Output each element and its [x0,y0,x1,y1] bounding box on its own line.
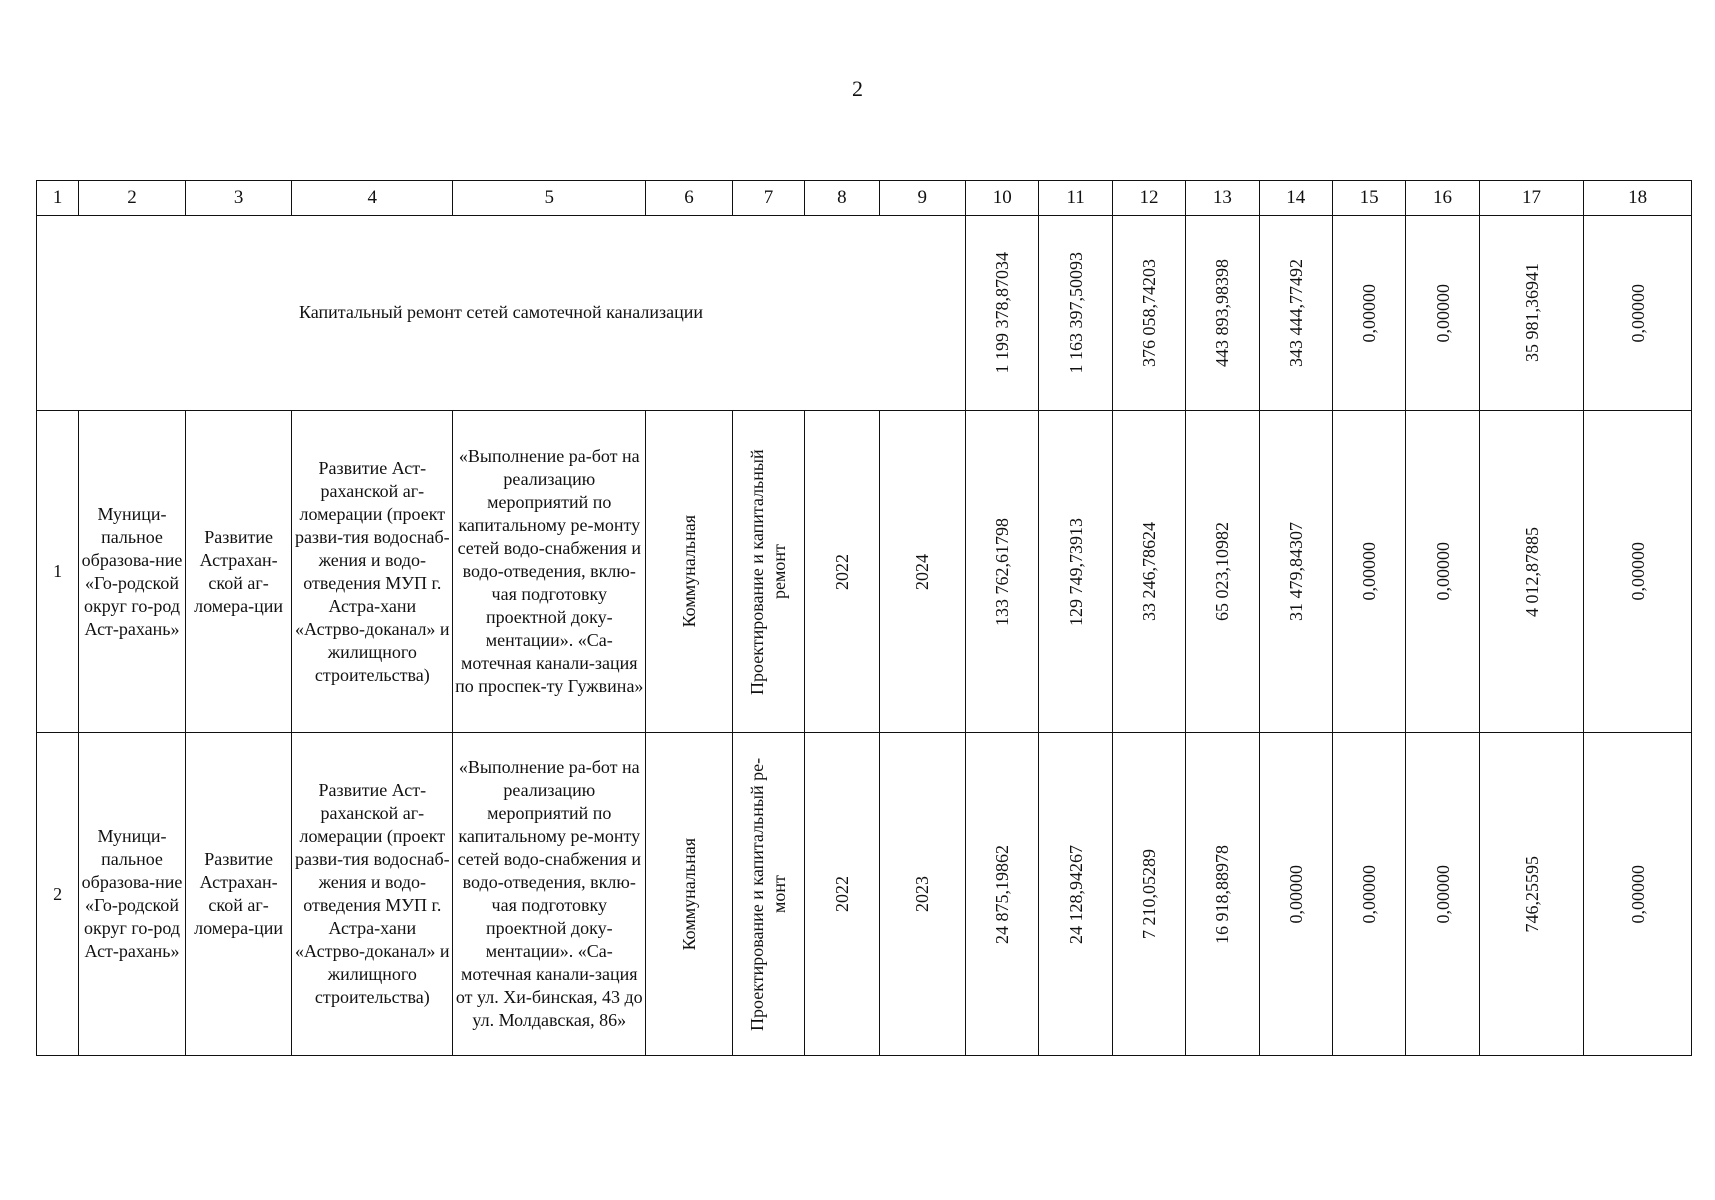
column-header: 1 [37,181,79,216]
column-header: 15 [1332,181,1405,216]
sphere-cell [646,410,732,733]
value-cell [1332,410,1405,733]
value-cell [1584,733,1692,1056]
work-type-text: Проектирование и капитальный ремонт [747,448,790,695]
value-cell [1479,410,1584,733]
value-cell [1259,410,1332,733]
total-label: Капитальный ремонт сетей самотечной канализации [37,215,966,410]
municipality-cell: Муници-пальное образова-ние «Го-родской округ го-род Аст-рахань» [79,733,186,1056]
value-cell [1039,733,1112,1056]
value-cell [966,733,1039,1056]
column-header: 2 [79,181,186,216]
value-cell [1406,733,1479,1056]
project-cell: Развитие Аст-раханской аг-ломерации (проект разви-тия водоснаб-жения и водо-отведения МУП г. Астра-хани «Астрво-доканал» и жилищного строительства) [292,410,453,733]
total-value: 1 199 378,87034 [992,252,1013,374]
total-value: 1 163 397,50093 [1065,252,1086,374]
total-value: 0,00000 [1432,283,1453,343]
end-year: 2023 [912,876,933,913]
total-value-cell [1584,215,1692,410]
value: 0,00000 [1432,864,1453,924]
column-header: 12 [1112,181,1185,216]
column-header: 10 [966,181,1039,216]
total-value-cell [1112,215,1185,410]
sphere-cell [646,733,732,1056]
column-header: 6 [646,181,732,216]
value-cell [1332,733,1405,1056]
value: 4 012,87885 [1521,526,1542,617]
column-header: 7 [732,181,804,216]
description-cell: «Выполнение ра-бот на реализацию мероприятий по капитальному ре-монту сетей водо-снабжения и водо-отведения, вклю-чая подготовку проектной доку-ментации». «Са-мотечная канали-зация от ул. Хи-бинская, 43 до ул. Молдавская, 86» [453,733,646,1056]
value: 33 246,78624 [1138,522,1159,622]
table-row [37,733,1692,1056]
column-header: 14 [1259,181,1332,216]
value: 0,00000 [1359,542,1380,601]
value: 746,25595 [1521,855,1542,933]
total-value-cell [966,215,1039,410]
value: 133 762,61798 [992,517,1013,626]
total-value: 0,00000 [1359,283,1380,343]
total-value-cell [1479,215,1584,410]
row-number: 1 [37,410,79,733]
column-header: 8 [805,181,879,216]
value: 0,00000 [1432,542,1453,601]
value: 24 875,19862 [992,844,1013,944]
value: 7 210,05289 [1138,849,1159,940]
page-number: 2 [852,76,863,101]
total-value-cell [1039,215,1112,410]
total-value-cell [1186,215,1259,410]
description-cell: «Выполнение ра-бот на реализацию мероприятий по капитальному ре-монту сетей водо-снабжения и водо-отведения, вклю-чая подготовку проектной доку-ментации». «Са-мотечная канали-зация по проспек-ту Гужвина» [453,410,646,733]
start-year-cell [805,410,879,733]
total-value: 35 981,36941 [1521,263,1542,363]
total-value: 376 058,74203 [1138,258,1159,367]
municipality-cell: Муници-пальное образова-ние «Го-родской округ го-род Аст-рахань» [79,410,186,733]
value: 0,00000 [1359,864,1380,924]
start-year-cell [805,733,879,1056]
sphere-text: Коммунальная [679,837,700,951]
projects-table [36,180,1692,1056]
total-value-cell [1259,215,1332,410]
start-year: 2022 [831,876,852,913]
column-header: 17 [1479,181,1584,216]
value-cell [1479,733,1584,1056]
value-cell [1259,733,1332,1056]
total-value-cell [1406,215,1479,410]
value: 31 479,84307 [1285,522,1306,622]
end-year-cell [879,410,965,733]
column-header: 16 [1406,181,1479,216]
total-value-cell [1332,215,1405,410]
value: 0,00000 [1285,864,1306,924]
total-value: 443 893,98398 [1212,258,1233,367]
column-number-row [37,181,1692,216]
total-value: 0,00000 [1627,283,1648,343]
value-cell [1112,410,1185,733]
column-header: 4 [292,181,453,216]
value-cell [1584,410,1692,733]
column-header: 11 [1039,181,1112,216]
value-cell [1406,410,1479,733]
value: 129 749,73913 [1065,517,1086,626]
sphere-text: Коммунальная [679,515,700,628]
work-type-cell [732,410,804,733]
end-year-cell [879,733,965,1056]
value-cell [966,410,1039,733]
value: 0,00000 [1627,542,1648,601]
column-header: 9 [879,181,965,216]
value: 0,00000 [1627,864,1648,924]
row-number: 2 [37,733,79,1056]
program-cell: Развитие Астрахан-ской аг-ломера-ции [185,410,292,733]
end-year: 2024 [912,553,933,590]
value-cell [1186,410,1259,733]
value: 65 023,10982 [1212,522,1233,622]
value: 16 918,88978 [1212,844,1233,944]
total-row [37,215,1692,410]
value-cell [1039,410,1112,733]
project-cell: Развитие Аст-раханской аг-ломерации (проект разви-тия водоснаб-жения и водо-отведения МУП г. Астра-хани «Астрво-доканал» и жилищного строительства) [292,733,453,1056]
value: 24 128,94267 [1065,844,1086,944]
value-cell [1186,733,1259,1056]
column-header: 13 [1186,181,1259,216]
column-header: 18 [1584,181,1692,216]
table-row [37,410,1692,733]
column-header: 5 [453,181,646,216]
work-type-cell [732,733,804,1056]
column-header: 3 [185,181,292,216]
total-value: 343 444,77492 [1285,258,1306,367]
start-year: 2022 [831,553,852,590]
work-type-text: Проектирование и капитальный ре-монт [747,757,790,1031]
program-cell: Развитие Астрахан-ской аг-ломера-ции [185,733,292,1056]
value-cell [1112,733,1185,1056]
